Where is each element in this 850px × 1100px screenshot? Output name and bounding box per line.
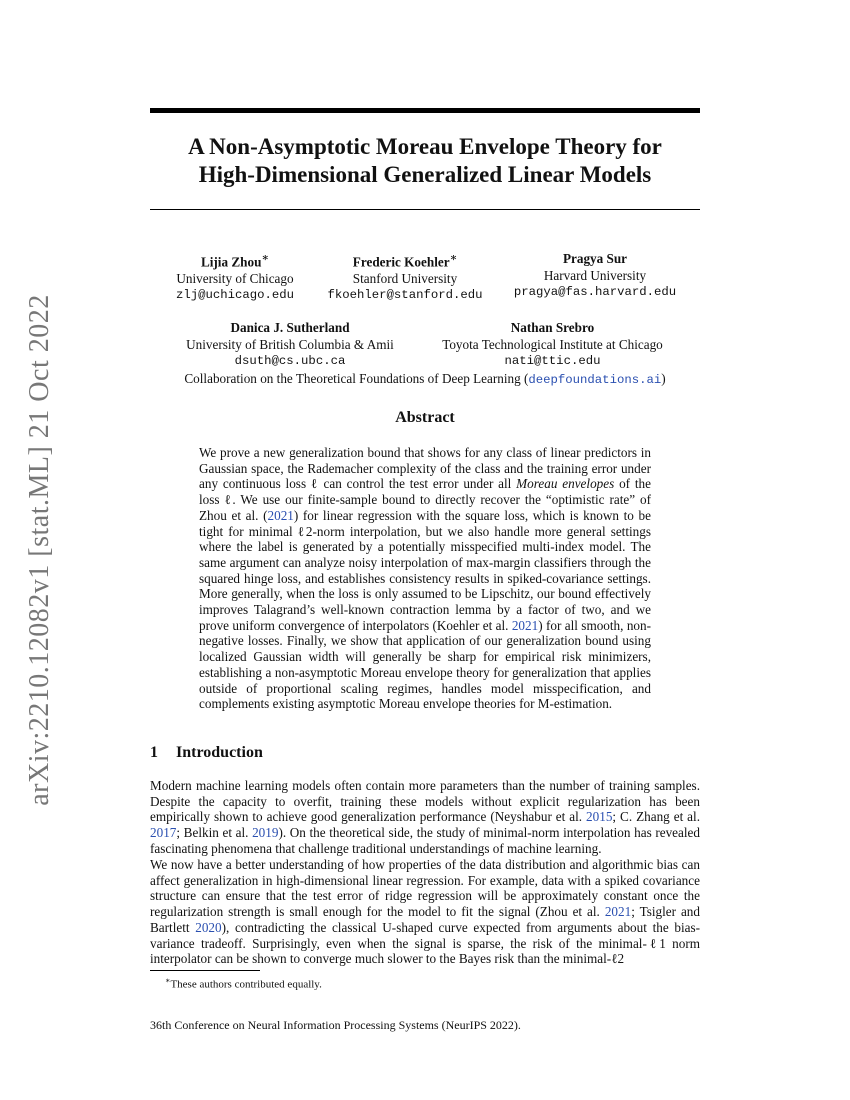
section-title: Introduction (176, 744, 263, 761)
title-line-1: A Non-Asymptotic Moreau Envelope Theory for (188, 134, 662, 159)
title-top-rule (150, 108, 700, 113)
author-block-1 (160, 250, 310, 304)
author-affiliation: Stanford University (352, 271, 458, 287)
deepfoundations-link[interactable]: deepfoundations.ai (528, 373, 662, 387)
author-block-5 (425, 319, 680, 370)
author-affiliation: University of British Columbia & Amii (186, 337, 394, 352)
author-email[interactable]: nati@ttic.edu (504, 354, 601, 368)
author-block-3 (500, 250, 690, 301)
author-block-4 (170, 319, 410, 370)
author-email[interactable]: fkoehler@stanford.edu (327, 288, 483, 303)
citation-link[interactable]: 2021 (604, 904, 632, 920)
author-name: Frederic Koehler∗ (352, 252, 458, 270)
author-email[interactable]: zlj@uchicago.edu (175, 288, 295, 303)
title-bottom-rule (150, 209, 700, 210)
author-block-2 (320, 250, 490, 304)
collaboration-line: Collaboration on the Theoretical Foundations of Deep Learning (deepfoundations.ai) (184, 371, 666, 387)
citation-link[interactable]: 2019 (252, 825, 279, 841)
author-name: Pragya Sur (562, 251, 628, 266)
abstract-body: We prove a new generalization bound that shows for any class of linear predictors in Gaussian space, the Rademacher complexity of the class and the training error under any continuous loss ℓ can control the test error under all Moreau envelopes of the loss ℓ. We use our finite-sample bound to directly recover the “optimistic rate” of Zhou et al. (2021) for linear regression with the square loss, which is known to be tight for minimal ℓ2-norm interpolation, but we also handle more general settings where the label is generated by a potentially misspecified multi-index model. The same argument can analyze noisy interpolation of max-margin classifiers through the squared hinge loss, and establishes consistency results in spiked-covariance settings. More generally, when the loss is only assumed to be Lipschitz, our bound effectively improves Talagrand’s well-known contraction lemma by a factor of two, and we prove uniform convergence of interpolators (Koehler et al. 2021) for all smooth, non-negative losses. Finally, we show that application of our generalization bound using localized Gaussian width will generally be sharp for empirical risk minimizers, establishing a non-asymptotic Moreau envelope theory for generalization that applies outside of proportional scaling regimes, handles model misspecification, and complements existing asymptotic Moreau envelope theories for M-estimation. (199, 445, 651, 712)
title-line-2: High-Dimensional Generalized Linear Models (198, 162, 652, 187)
venue-line: 36th Conference on Neural Information Processing Systems (NeurIPS 2022). (150, 1018, 521, 1032)
author-affiliation: Harvard University (543, 268, 647, 283)
section-number: 1 (150, 744, 158, 761)
footnote: ∗These authors contributed equally. (165, 976, 322, 991)
footnote-rule (150, 970, 260, 971)
author-affiliation: Toyota Technological Institute at Chicago (442, 337, 663, 352)
citation-link[interactable]: 2020 (195, 919, 222, 935)
arxiv-stamp (20, 290, 60, 810)
abstract-heading: Abstract (395, 409, 455, 426)
citation-link[interactable]: 2021 (511, 617, 539, 633)
citation-link[interactable]: 2015 (586, 809, 613, 825)
citation-link[interactable]: 2021 (267, 507, 294, 523)
section-heading (150, 744, 263, 762)
intro-paragraph-2: We now have a better understanding of how properties of the data distribution and algorithmic bias can affect generalization in high-dimensional linear regression. For example, data with a spiked covariance structure can ensure that the test error of ridge regression will be approximately constant once the regularization strength is small enough for the model to fit the signal (Zhou et al. 2021; Tsigler and Bartlett 2020), contradicting the classical U-shaped curve expected from arguments about the bias-variance tradeoff. Surprisingly, even when the signal is sparse, the risk of the minimal-ℓ1 norm interpolator can be shown to converge much slower to the Bayes risk than the minimal-ℓ2 (150, 857, 700, 967)
paper-title (150, 133, 700, 189)
author-name: Lijia Zhou∗ (200, 252, 270, 270)
author-email[interactable]: pragya@fas.harvard.edu (513, 285, 677, 299)
author-name: Nathan Srebro (510, 320, 595, 335)
moreau-emphasis: Moreau envelopes (516, 476, 615, 492)
author-email[interactable]: dsuth@cs.ubc.ca (234, 354, 346, 368)
intro-paragraph-1: Modern machine learning models often contain more parameters than the number of training samples. Despite the capacity to overfit, training these models without explicit regularization has been empirically shown to achieve good generalization performance (Neyshabur et al. 2015; C. Zhang et al. 2017; Belkin et al. 2019). On the theoretical side, the study of minimal-norm interpolation has revealed fascinating phenomena that challenge traditional understandings of machine learning. (150, 778, 700, 856)
citation-link[interactable]: 2017 (150, 825, 177, 841)
arxiv-stamp-text: arXiv:2210.12082v1 [stat.ML] 21 Oct 2022 (24, 294, 55, 806)
author-affiliation: University of Chicago (176, 271, 294, 287)
author-name: Danica J. Sutherland (230, 320, 350, 335)
